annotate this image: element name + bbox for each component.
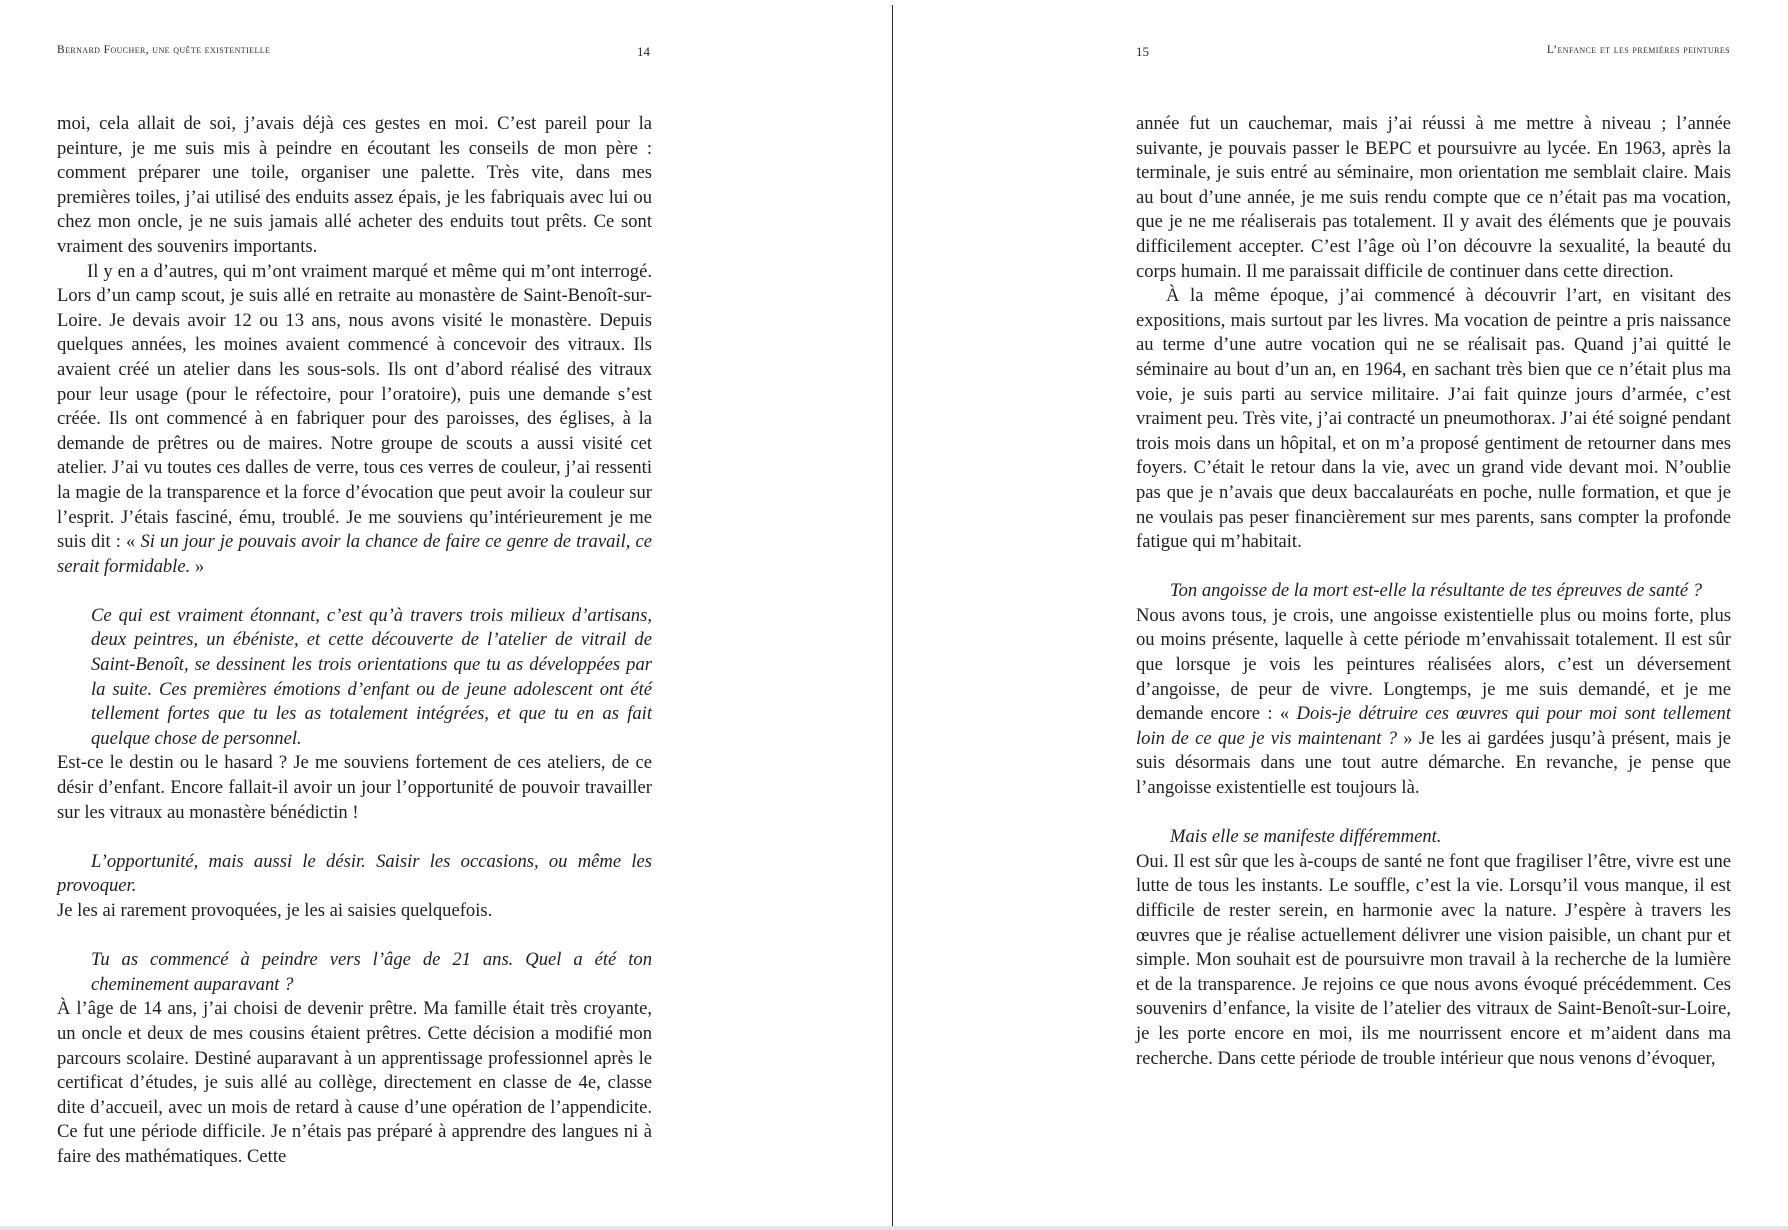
book-gutter — [892, 5, 893, 1226]
quoted-thought: Si un jour je pouvais avoir la chance de faire ce genre de travail, ce serait formidable. — [57, 531, 652, 577]
paragraph: Il y en a d’autres, qui m’ont vraiment marqué et même qui m’ont interrogé. Lors d’un camp scout, je suis allé en retraite au monastère de Saint-Benoît-sur-Loire. Je devais avoir 12 ou 13 ans, nous avons visité le monastère. Depuis quelques années, les moines avaient commencé à concevoir des vitraux. Ils avaient créé un atelier dans les sous-sols. Ils ont d’abord réalisé des vitraux pour leur usage (pour le réfectoire, pour l’oratoire), puis une demande s’est créée. Ils ont commencé à en fabriquer pour des paroisses, des églises, à la demande de prêtres ou de maires. Notre groupe de scouts a aussi visité cet atelier. J’ai vu toutes ces dalles de verre, tous ces verres de couleur, j’ai ressenti la magie de la transparence et la force d’évocation que peut avoir la couleur sur l’esprit. J’étais fasciné, ému, troublé. Je me souviens qu’intérieurement je me suis dit : « Si un jour je pouvais avoir la chance de faire ce genre de travail, ce serait formidable. » — [57, 260, 652, 577]
left-text-block — [57, 112, 652, 1170]
interviewer-question: Ton angoisse de la mort est-elle la résultante de tes épreuves de santé ? — [1170, 580, 1703, 602]
paragraph: Nous avons tous, je crois, une angoisse existentielle plus ou moins forte, plus ou moins présente, laquelle à cette période m’envahissait totalement. Il est sûr que lorsque je vois les peintures réalisées alors, c’est un déversement d’angoisse, de peur de vivre. Longtemps, je me suis demandé, et je me demande encore : « Dois-je détruire ces œuvres qui pour moi sont tellement loin de ce que je vis maintenant ? » Je les ai gardées jusqu’à présent, mais je suis désormais dans une tout autre démarche. En revanche, je pense que l’angoisse existentielle est toujours là. — [1136, 604, 1731, 799]
interviewer-question: L’opportunité, mais aussi le désir. Saisir les occasions, ou même les provoquer. — [57, 850, 652, 897]
left-page-number: 14 — [637, 44, 650, 59]
paragraph: Est-ce le destin ou le hasard ? Je me souviens fortement de ces ateliers, de ce désir d’enfant. Encore fallait-il avoir un jour l’opportunité de pouvoir travailler sur les vitraux au monastère bénédictin ! — [57, 752, 652, 823]
paragraph: À la même époque, j’ai commencé à découvrir l’art, en visitant des expositions, mais surtout par les livres. Ma vocation de peintre a pris naissance au terme d’une autre vocation qui ne se réalisait pas. Quand j’ai quitté le séminaire au bout d’un an, en 1964, en sachant très bien que ce n’était plus ma voie, je suis parti au service militaire. J’ai fait quinze jours d’armée, c’est vraiment peu. Très vite, j’ai contracté un pneumothorax. J’ai été soigné pendant trois mois dans un hôpital, et on m’a proposé gentiment de retourner dans mes foyers. C’était le retour dans la vie, avec un grand vide devant moi. N’oublie pas que je n’avais que deux baccalauréats en poche, nulle formation, et que je ne voulais pas peser financièrement sur mes parents, sans compter la profonde fatigue qui m’habitait. — [1136, 285, 1731, 553]
right-text-block — [1136, 112, 1731, 1071]
paragraph: moi, cela allait de soi, j’avais déjà ces gestes en moi. C’est pareil pour la peinture, je me suis mis à peindre en écoutant les conseils de mon père : comment préparer une toile, organiser une palette. Très vite, dans mes premières toiles, j’ai utilisé des enduits assez épais, je les fabriquais avec lui ou chez mon oncle, je ne suis jamais allé acheter des enduits tout prêts. Ce sont vraiment des souvenirs importants. — [57, 113, 652, 257]
quoted-thought: Dois-je détruire ces œuvres qui pour moi sont tellement loin de ce que je vis maintenant ? — [1136, 703, 1731, 749]
paragraph: Oui. Il est sûr que les à-coups de santé ne font que fragiliser l’être, vivre est une lutte de tous les instants. Le souffle, c’est la vie. Lorsqu’il vous manque, il est difficile de rester serein, en harmonie avec la nature. J’espère à travers les œuvres que je réalise actuellement délivrer une vision paisible, un chant pur et simple. Mon souhait est de poursuivre mon travail à la recherche de la lumière et de la transparence. Je rejoins ce que nous avons évoqué précédemment. Ces souvenirs d’enfance, la visite de l’atelier des vitraux de Saint-Benoît-sur-Loire, je les porte encore en moi, ils me nourrissent encore et m’aident dans ma recherche. Dans cette période de trouble intérieur que nous venons d’évoquer, — [1136, 850, 1731, 1069]
paragraph: À l’âge de 14 ans, j’ai choisi de devenir prêtre. Ma famille était très croyante, un oncle et deux de mes cousins étaient prêtres. Cette décision a modifié mon parcours scolaire. Destiné auparavant à un apprentissage professionnel après le certificat d’études, je suis allé au collège, directement en classe de 4e, classe dite d’accueil, avec un mois de retard à cause d’une opération de l’appendicite. Ce fut une période difficile. Je n’étais pas préparé à apprendre des langues ni à faire des mathématiques. Cette — [57, 998, 652, 1167]
left-running-head: Bernard Foucher, une quête existentielle — [57, 44, 271, 56]
paragraph: Je les ai rarement provoquées, je les ai saisies quelquefois. — [57, 900, 493, 921]
paragraph: année fut un cauchemar, mais j’ai réussi à me mettre à niveau ; l’année suivante, je pouvais passer le BEPC et poursuivre au lycée. En 1963, après la terminale, je suis entré au séminaire, mon orientation me semblait claire. Mais au bout d’une année, je me suis rendu compte que ce n’était pas ma vocation, que je ne me réaliserais pas totalement. Il y avait des éléments que je pouvais difficilement accepter. C’est l’âge où l’on découvre la sexualité, la beauté du corps humain. Il me paraissait difficile de continuer dans cette direction. — [1136, 113, 1731, 282]
right-page — [894, 0, 1786, 1226]
interviewer-question: Tu as commencé à peindre vers l’âge de 21 ans. Quel a été ton cheminement auparavant ? — [91, 949, 652, 995]
interviewer-question: Ce qui est vraiment étonnant, c’est qu’à travers trois milieux d’artisans, deux peintres, un ébéniste, et cette découverte de l’atelier de vitrail de Saint-Benoît, se dessinent les trois orientations que tu as développées par la suite. Ces premières émotions d’enfant ou de jeune adolescent ont été tellement fortes que tu les as totalement intégrées, et que tu en as fait quelque chose de personnel. — [91, 604, 652, 749]
interviewer-question: Mais elle se manifeste différemment. — [1170, 826, 1442, 848]
page-bottom-edge — [0, 1226, 1788, 1230]
right-running-head: L’enfance et les premières peintures — [1546, 44, 1730, 56]
right-page-number: 15 — [1136, 44, 1149, 59]
left-page — [0, 0, 892, 1226]
